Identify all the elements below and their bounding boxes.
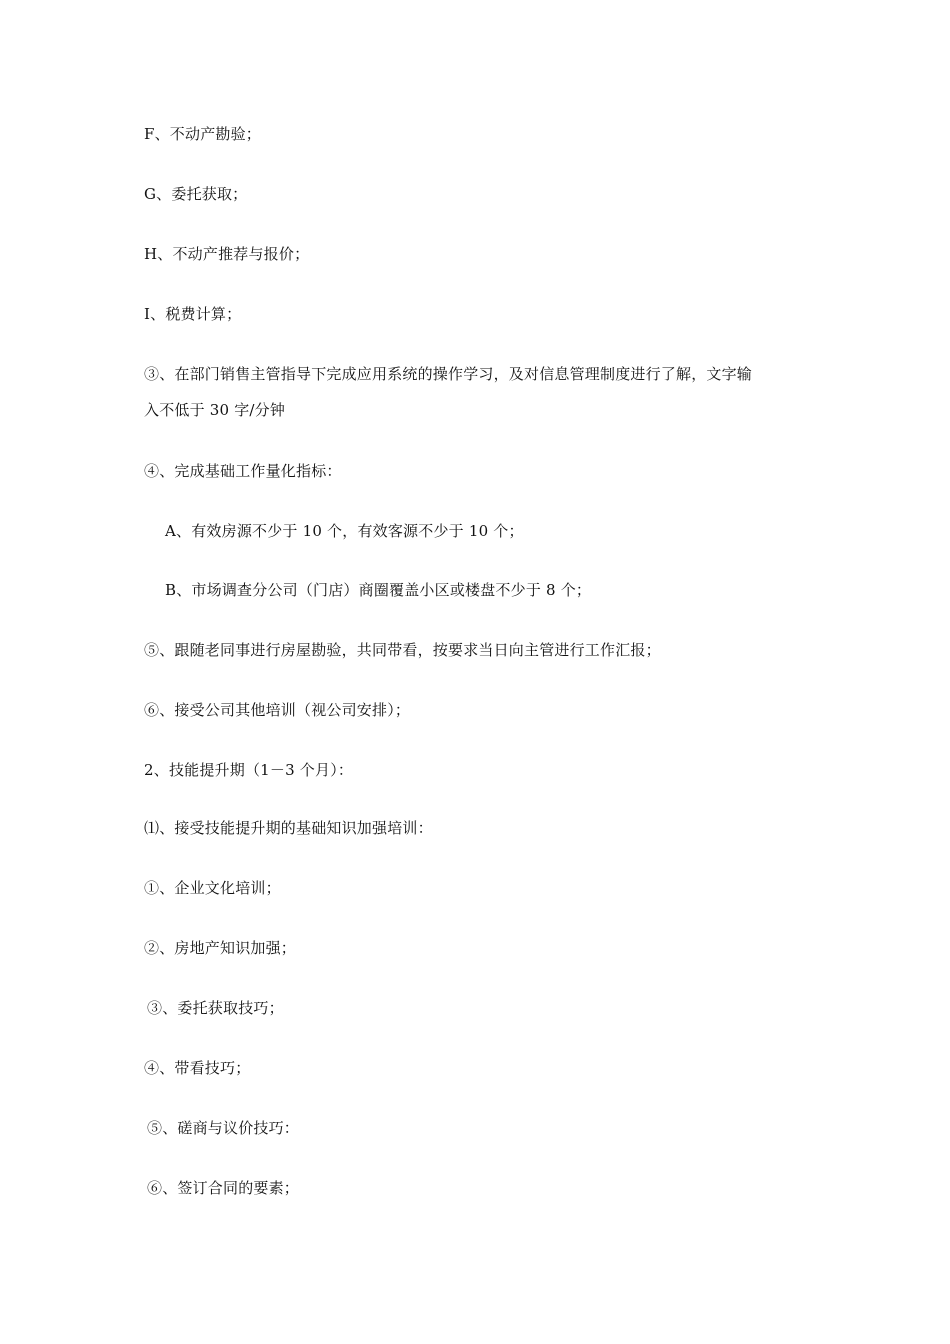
text-line: ①、企业文化培训； — [144, 879, 281, 897]
text-line: 入不低于 30 字/分钟 — [144, 401, 286, 419]
text-line: ⑥、签订合同的要素； — [147, 1179, 300, 1197]
text-line: ③、在部门销售主管指导下完成应用系统的操作学习，及对信息管理制度进行了解，文字输 — [144, 365, 753, 383]
text-line: G、委托获取； — [144, 185, 248, 203]
text-line: ⑤、跟随老同事进行房屋勘验，共同带看，按要求当日向主管进行工作汇报； — [144, 641, 661, 659]
text-line: ⑥、接受公司其他培训（视公司安排）； — [144, 701, 411, 719]
text-line: B、市场调查分公司（门店）商圈覆盖小区或楼盘不少于 8 个； — [165, 581, 592, 599]
text-line: 2、技能提升期（1－3 个月）： — [144, 761, 354, 779]
text-line: ④、完成基础工作量化指标： — [144, 462, 342, 480]
text-line: H、不动产推荐与报价； — [144, 245, 310, 263]
text-line: ⑴、接受技能提升期的基础知识加强培训： — [144, 819, 433, 837]
text-line: ③、委托获取技巧； — [147, 999, 284, 1017]
text-line: ④、带看技巧； — [144, 1059, 251, 1077]
text-line: ②、房地产知识加强； — [144, 939, 297, 957]
text-line: I、税费计算； — [144, 305, 242, 323]
text-line: A、有效房源不少于 10 个，有效客源不少于 10 个； — [165, 522, 524, 540]
text-line: F、不动产勘验； — [144, 125, 262, 143]
text-line: ⑤、磋商与议价技巧： — [147, 1119, 300, 1137]
